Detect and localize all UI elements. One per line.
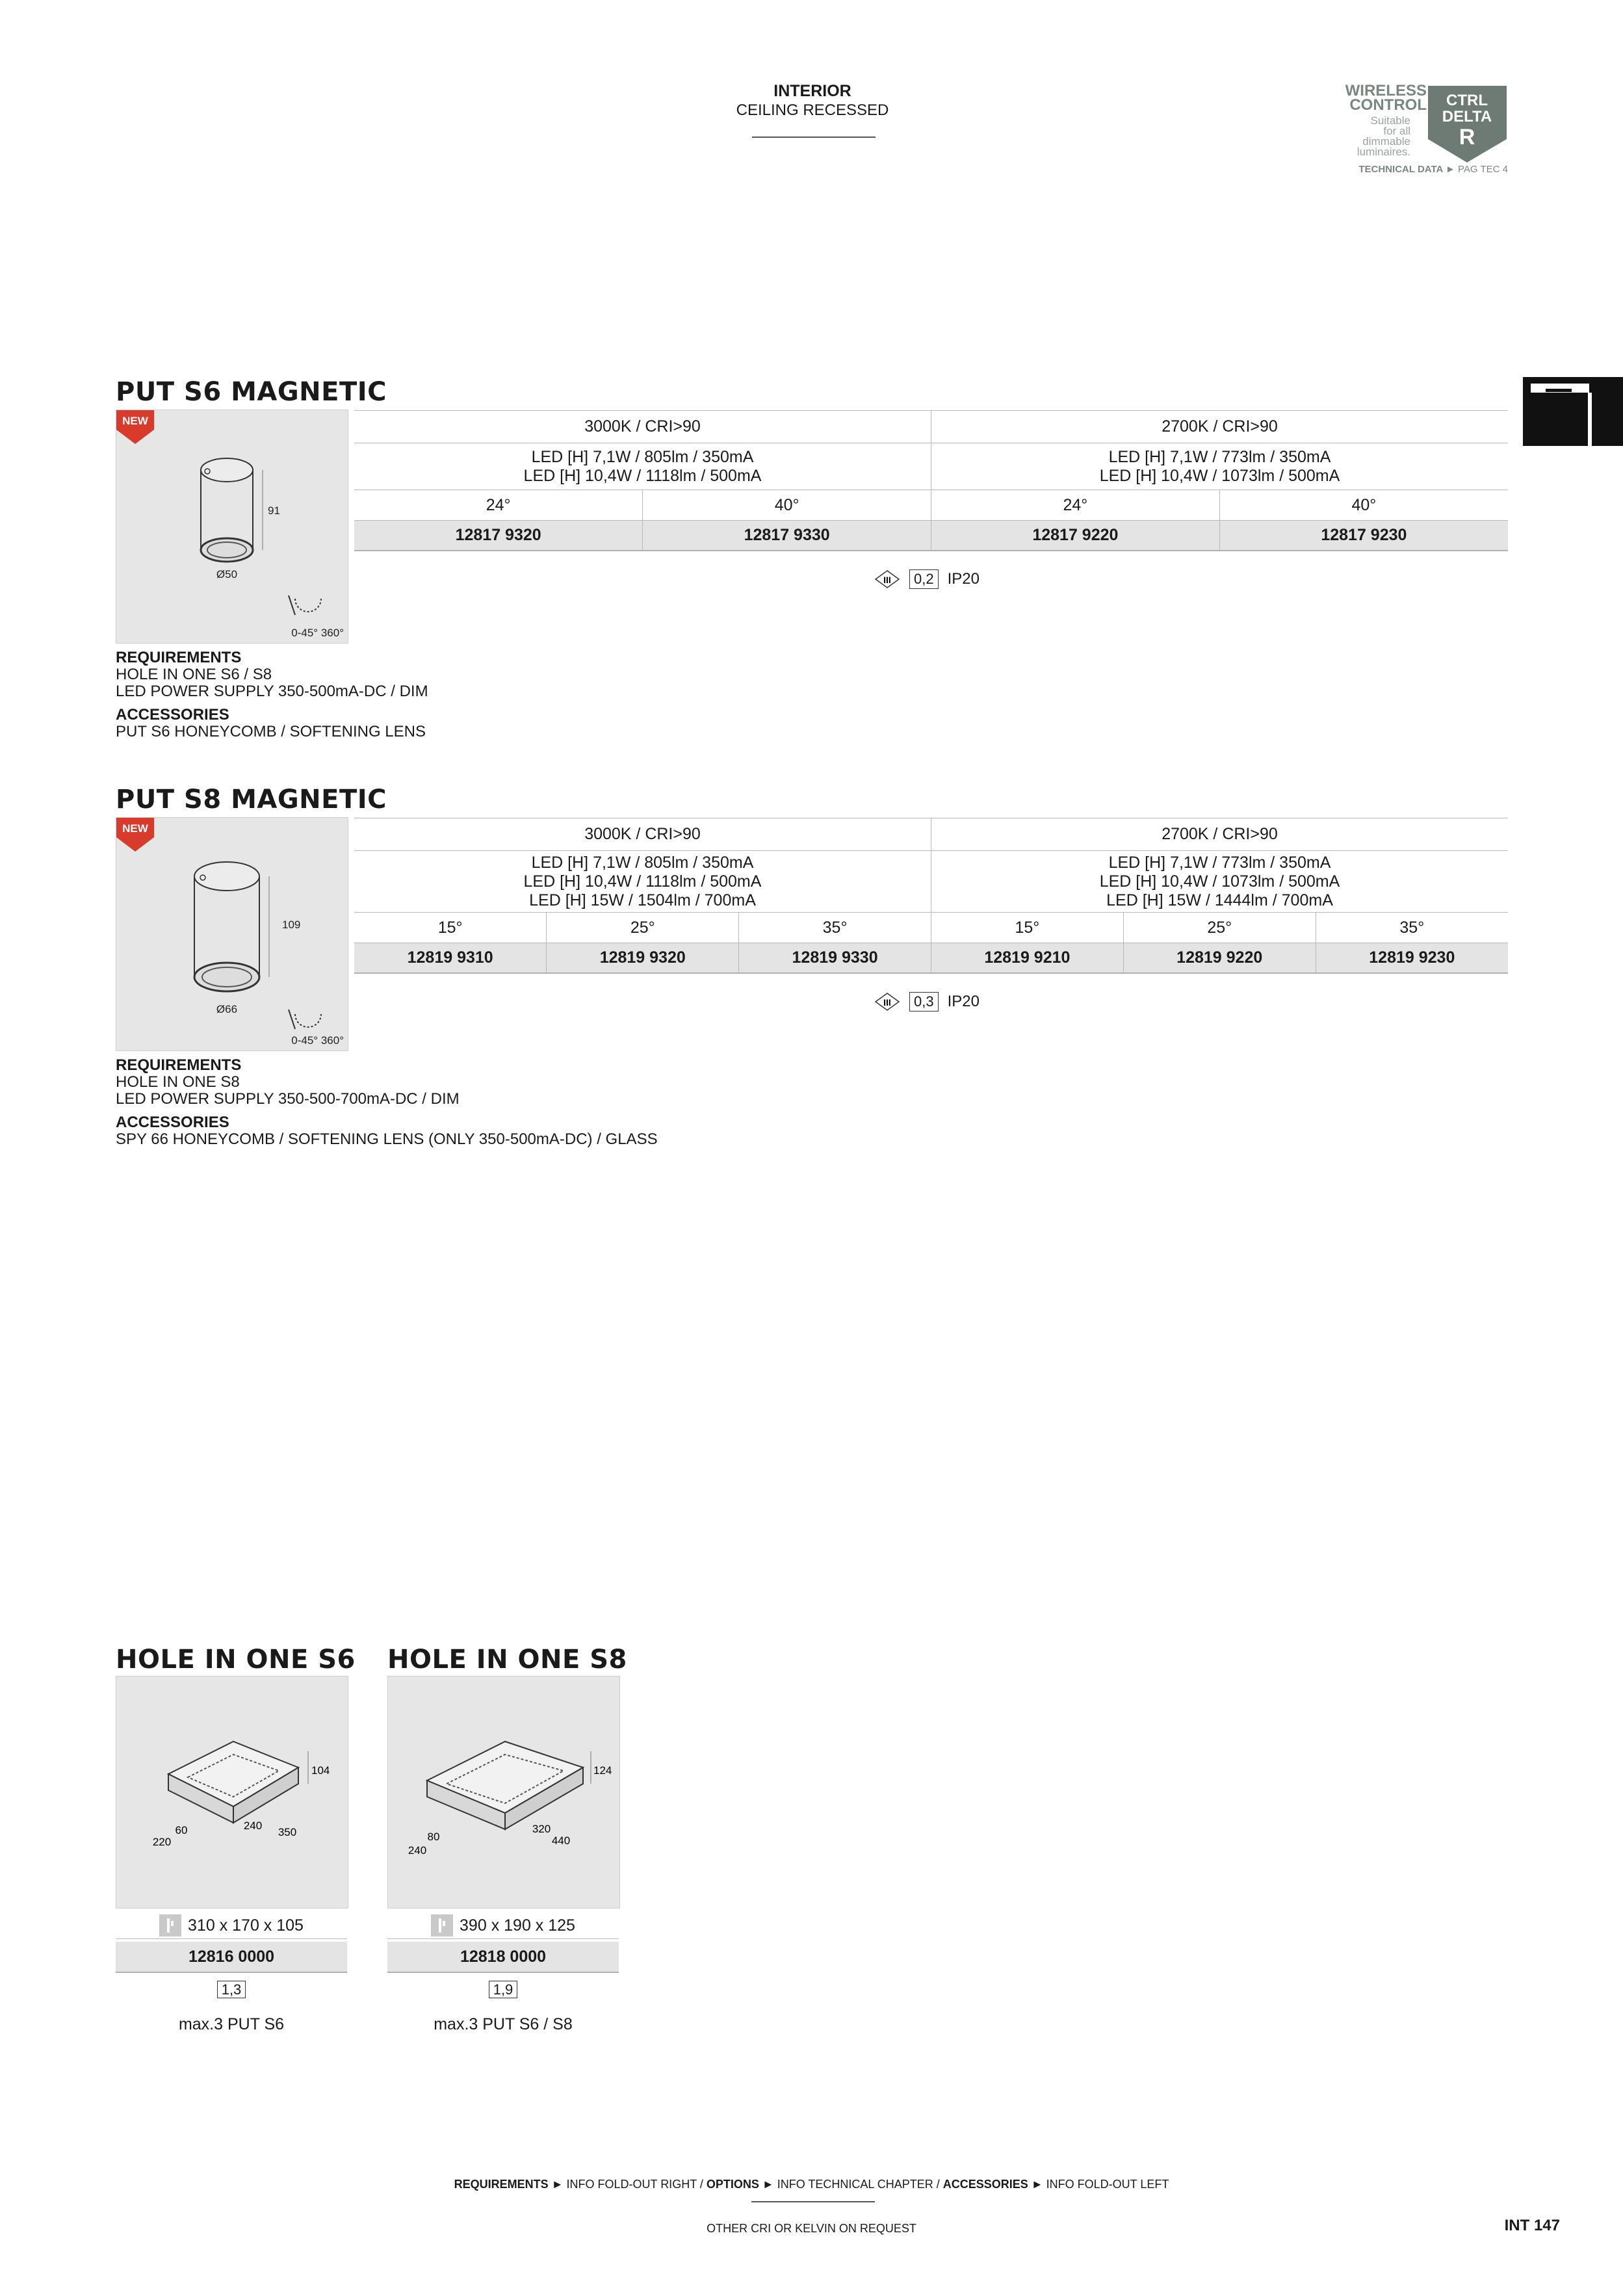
put-s8-meta <box>874 992 980 1011</box>
svg-text:91: 91 <box>268 504 280 517</box>
svg-text:124: 124 <box>593 1764 612 1777</box>
weight-badge: 1,3 <box>217 1981 246 1998</box>
wireless-control-label: WIRELESS CONTROL <box>1345 82 1427 114</box>
hole-s6-weight <box>116 1980 347 1999</box>
svg-text:350: 350 <box>278 1826 297 1838</box>
put-s8-requirements: REQUIREMENTS HOLE IN ONE S8 LED POWER SUPPLY 350-500-700mA-DC / DIM ACCESSORIES SPY 66 HONEYCOMB / SOFTENING LENS (ONLY 350-500mA-DC) / GLASS <box>116 1056 658 1148</box>
put-s6-meta <box>874 569 980 589</box>
hole-s6-drawing <box>116 1676 348 1909</box>
product-code: 12819 9230 <box>1316 943 1508 973</box>
svg-text:0-45° 360°: 0-45° 360° <box>291 627 344 639</box>
class-iii-icon <box>874 569 900 589</box>
svg-text:III: III <box>883 997 891 1008</box>
svg-text:240: 240 <box>408 1844 427 1857</box>
put-s6-group-b: 2700K / CRI>90 <box>931 411 1509 443</box>
put-s8-led-b: LED [H] 7,1W / 773lm / 350mA LED [H] 10,4W / 1073lm / 500mA LED [H] 15W / 1444lm / 700mA <box>931 851 1508 913</box>
weight-badge: 1,9 <box>489 1981 518 1998</box>
angle-cell: 25° <box>547 913 739 943</box>
put-s8-group-b: 2700K / CRI>90 <box>931 818 1508 851</box>
put-s8-spec-table <box>354 818 1508 974</box>
put-s6-led-b: LED [H] 7,1W / 773lm / 350mA LED [H] 10,4W / 1073lm / 500mA <box>931 443 1509 490</box>
svg-text:Ø50: Ø50 <box>216 568 238 581</box>
hole-s6-note: max.3 PUT S6 <box>178 2015 285 2033</box>
weight-badge: 0,3 <box>909 992 939 1011</box>
angle-cell: 25° <box>1123 913 1316 943</box>
product-code: 12819 9320 <box>547 943 739 973</box>
svg-text:Ø66: Ø66 <box>216 1003 238 1015</box>
product-code: 12816 0000 <box>116 1942 347 1973</box>
put-s8-group-a: 3000K / CRI>90 <box>354 818 931 851</box>
hole-s6-title: HOLE IN ONE S6 <box>116 1645 356 1675</box>
ip-rating: IP20 <box>947 993 980 1010</box>
angle-cell: 40° <box>1219 490 1508 521</box>
class-iii-icon <box>874 992 900 1011</box>
put-s6-drawing <box>116 410 348 644</box>
put-s6-requirements: REQUIREMENTS HOLE IN ONE S6 / S8 LED POWER SUPPLY 350-500mA-DC / DIM ACCESSORIES PUT S6 HONEYCOMB / SOFTENING LENS <box>116 649 428 740</box>
product-code: 12819 9330 <box>739 943 931 973</box>
weight-badge: 0,2 <box>909 569 939 589</box>
chapter-tab <box>1523 377 1623 446</box>
subcategory-title: CEILING RECESSED <box>736 101 889 119</box>
product-code: 12817 9230 <box>1219 521 1508 551</box>
product-code: 12818 0000 <box>387 1942 619 1973</box>
put-s6-group-a: 3000K / CRI>90 <box>354 411 931 443</box>
angle-cell: 35° <box>739 913 931 943</box>
product-code: 12819 9210 <box>931 943 1123 973</box>
svg-text:104: 104 <box>311 1764 330 1777</box>
svg-text:0-45° 360°: 0-45° 360° <box>291 1034 344 1047</box>
svg-text:320: 320 <box>532 1823 551 1835</box>
svg-text:NEW: NEW <box>122 822 148 835</box>
svg-text:DELTA: DELTA <box>1442 108 1492 125</box>
svg-text:CTRL: CTRL <box>1446 92 1488 109</box>
category-title: INTERIOR <box>773 82 851 100</box>
svg-text:440: 440 <box>551 1834 571 1847</box>
product-code: 12819 9310 <box>354 943 547 973</box>
svg-text:R: R <box>1459 125 1475 150</box>
product-code: 12819 9220 <box>1123 943 1316 973</box>
svg-text:III: III <box>883 575 891 585</box>
angle-cell: 15° <box>931 913 1123 943</box>
product-code: 12817 9220 <box>931 521 1220 551</box>
box-size-icon <box>431 1914 453 1937</box>
hole-s8-title: HOLE IN ONE S8 <box>387 1645 627 1675</box>
put-s6-spec-table <box>354 410 1508 551</box>
angle-cell: 24° <box>354 490 643 521</box>
svg-text:80: 80 <box>427 1831 440 1843</box>
angle-cell: 15° <box>354 913 547 943</box>
product-code: 12817 9320 <box>354 521 643 551</box>
hole-s8-drawing <box>387 1676 620 1909</box>
svg-text:240: 240 <box>243 1820 263 1832</box>
put-s6-led-a: LED [H] 7,1W / 805lm / 350mA LED [H] 10,4W / 1118lm / 500mA <box>354 443 931 490</box>
technical-data-ref: TECHNICAL DATA ► PAG TEC 4 <box>1358 164 1508 175</box>
box-size-icon <box>159 1914 181 1937</box>
put-s8-led-a: LED [H] 7,1W / 805lm / 350mA LED [H] 10,4W / 1118lm / 500mA LED [H] 15W / 1504lm / 700mA <box>354 851 931 913</box>
svg-text:220: 220 <box>152 1836 172 1848</box>
put-s6-title: PUT S6 MAGNETIC <box>116 377 387 407</box>
put-s8-title: PUT S8 MAGNETIC <box>116 785 387 815</box>
footer-divider <box>751 2201 875 2202</box>
hole-s8-size: 390 x 190 x 125 <box>387 1912 619 1939</box>
put-s8-drawing <box>116 817 348 1051</box>
svg-text:109: 109 <box>282 919 301 931</box>
svg-text:60: 60 <box>175 1824 188 1836</box>
wireless-note: Suitable for all dimmable luminaires. <box>1357 114 1410 158</box>
svg-text:NEW: NEW <box>122 415 148 427</box>
angle-cell: 24° <box>931 490 1220 521</box>
hole-s6-size: 310 x 170 x 105 <box>116 1912 347 1939</box>
ip-rating: IP20 <box>947 570 980 588</box>
product-code: 12817 9330 <box>643 521 931 551</box>
ctrl-delta-badge-icon <box>1428 86 1507 163</box>
hole-s8-note: max.3 PUT S6 / S8 <box>434 2015 573 2033</box>
header-divider <box>752 137 876 138</box>
footer-legend: REQUIREMENTS ► INFO FOLD-OUT RIGHT / OPTIONS ► INFO TECHNICAL CHAPTER / ACCESSORIES ► INFO FOLD-OUT LEFT <box>454 2178 1169 2191</box>
angle-cell: 35° <box>1316 913 1508 943</box>
page-number: INT 147 <box>1504 2217 1560 2234</box>
hole-s8-weight <box>387 1980 619 1999</box>
angle-cell: 40° <box>643 490 931 521</box>
footer-note: OTHER CRI OR KELVIN ON REQUEST <box>707 2222 916 2235</box>
